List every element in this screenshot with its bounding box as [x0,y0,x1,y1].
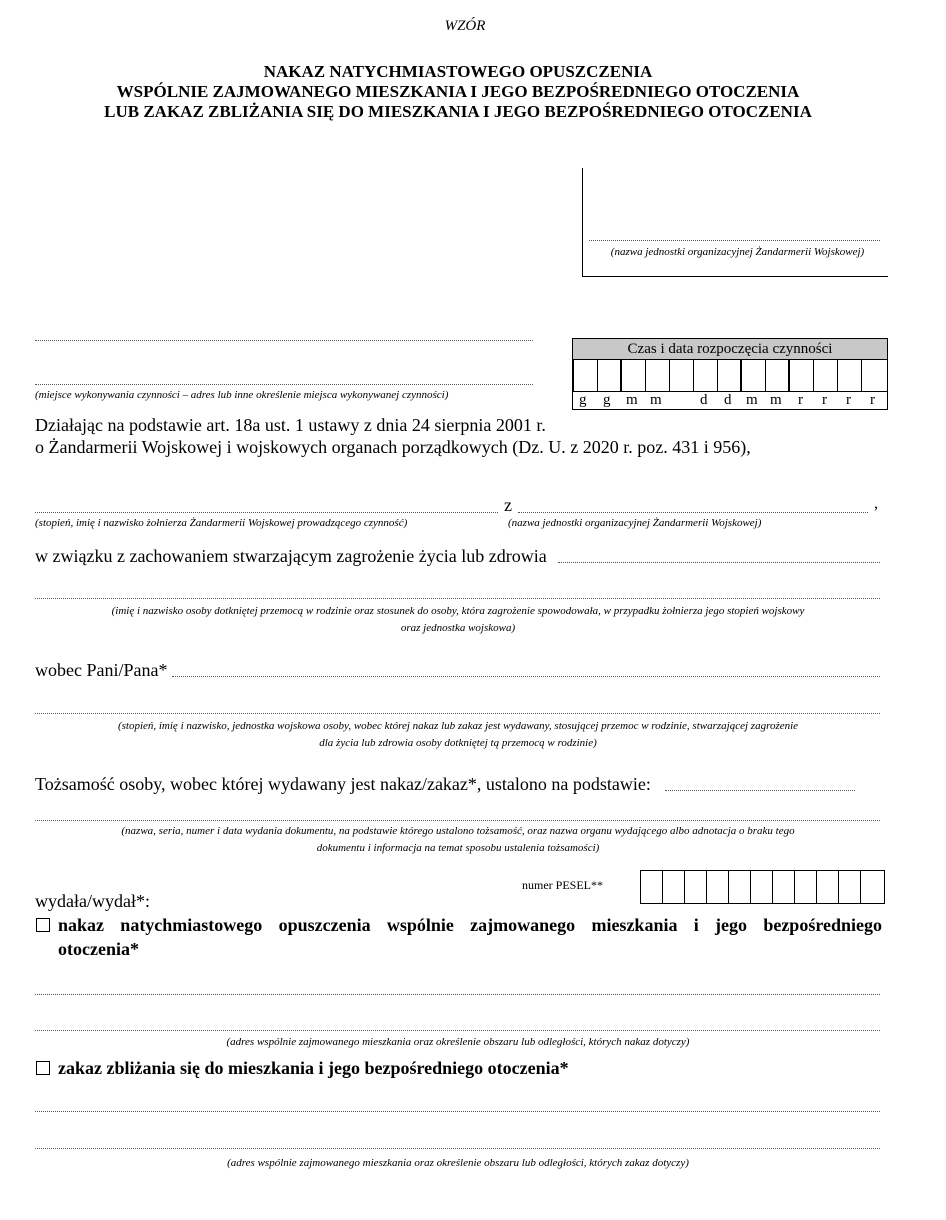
legal-basis-line-2: o Żandarmerii Wojskowej i wojskowych organach porządkowych (Dz. U. z 2020 r. poz. 431 i 956), [35,437,751,457]
order-caption: (adres wspólnie zajmowanego mieszkania oraz określenie obszaru lub odległości, których nakaz dotyczy) [226,1036,690,1048]
date-cell[interactable] [790,359,814,391]
unit-box [582,168,888,277]
threat-line-2[interactable] [35,598,880,599]
time-grid[interactable] [573,359,670,391]
identity-line-2[interactable] [35,820,880,821]
title-line-1: NAKAZ NATYCHMIASTOWEGO OPUSZCZENIA [263,62,653,81]
ban-line-1[interactable] [35,1111,880,1112]
order-line-2[interactable] [35,1030,880,1031]
order-text-line-1: nakaz natychmiastowego opuszczenia wspólnie zajmowanego mieszkania i jego bezpośredniego [58,915,882,935]
pesel-cell[interactable] [707,871,729,903]
pesel-cell[interactable] [685,871,707,903]
officer-comma: , [874,495,878,512]
date-grid[interactable] [693,359,886,391]
officer-name-line[interactable] [35,512,498,513]
datetime-label: m [770,392,782,408]
ban-caption: (adres wspólnie zajmowanego mieszkania oraz określenie obszaru lub odległości, których zakaz dotyczy) [227,1157,689,1169]
pesel-cell[interactable] [839,871,861,903]
date-cell[interactable] [814,359,838,391]
datetime-label: m [746,392,758,408]
pesel-cell[interactable] [817,871,839,903]
legal-basis-line-1: Działając na podstawie art. 18a ust. 1 ustawy z dnia 24 sierpnia 2001 r. [35,415,546,435]
towards-line-1[interactable] [172,676,880,677]
pesel-cell[interactable] [663,871,685,903]
datetime-label: d [724,392,732,408]
identity-caption-1: (nazwa, seria, numer i data wydania dokumentu, na podstawie którego ustalono tożsamość, oraz nazwa organu wydającego albo adnotacja o braku tego [121,825,795,837]
datetime-label: d [700,392,708,408]
title-line-2: WSPÓLNIE ZAJMOWANEGO MIESZKANIA I JEGO BEZPOŚREDNIEGO OTOCZENIA [116,82,800,101]
order-text-line-2: otoczenia* [58,939,139,959]
pesel-cell[interactable] [795,871,817,903]
towards-caption-1: (stopień, imię i nazwisko, jednostka wojskowa osoby, wobec której nakaz lub zakaz jest wydawany, stosującej przemoc w rodzinie, stwarzającej zagrożenie [117,720,799,732]
threat-caption-2: oraz jednostka wojskowa) [400,622,516,634]
time-cell[interactable] [622,359,646,391]
date-cell[interactable] [838,359,862,391]
officer-unit-line[interactable] [518,512,868,513]
order-checkbox[interactable] [36,918,50,932]
identity-label: Tożsamość osoby, wobec której wydawany jest nakaz/zakaz*, ustalono na podstawie: [35,774,651,794]
officer-z: z [504,495,512,515]
datetime-label: r [846,392,851,408]
pesel-cell[interactable] [773,871,795,903]
place-line-2[interactable] [35,384,533,385]
datetime-label: g [603,392,611,408]
ban-line-2[interactable] [35,1148,880,1149]
officer-caption-left: (stopień, imię i nazwisko żołnierza Żandarmerii Wojskowej prowadzącego czynność) [35,517,408,529]
place-caption: (miejsce wykonywania czynności – adres lub inne określenie miejsca wykonywanej czynności) [35,389,449,401]
date-cell[interactable] [718,359,742,391]
issued-label: wydała/wydał*: [35,891,150,911]
time-cell[interactable] [646,359,670,391]
unit-caption: (nazwa jednostki organizacyjnej Żandarmerii Wojskowej) [610,246,865,258]
pesel-cell[interactable] [751,871,773,903]
datetime-header: Czas i data rozpoczęcia czynności [573,339,887,360]
date-cell[interactable] [694,359,718,391]
towards-label: wobec Pani/Pana* [35,660,168,680]
datetime-label: m [626,392,638,408]
time-cell[interactable] [598,359,622,391]
datetime-label: r [822,392,827,408]
unit-fill-line[interactable] [589,240,880,241]
order-line-1[interactable] [35,994,880,995]
identity-caption-2: dokumentu i informacja na temat sposobu ustalenia tożsamości) [316,842,600,854]
datetime-labels [573,391,887,409]
date-cell[interactable] [766,359,790,391]
threat-caption-1: (imię i nazwisko osoby dotkniętej przemocą w rodzinie oraz stosunek do osoby, która zagrożenie spowodowała, w przypadku żołnierza jego stopień wojskowy [111,605,805,617]
date-cell[interactable] [742,359,766,391]
towards-line-2[interactable] [35,713,880,714]
pesel-cell[interactable] [641,871,663,903]
identity-line-1[interactable] [665,790,855,791]
date-cell[interactable] [862,359,886,391]
wzor-label: WZÓR [444,18,486,34]
datetime-label: r [870,392,875,408]
datetime-label: g [579,392,587,408]
ban-text: zakaz zbliżania się do mieszkania i jego bezpośredniego otoczenia* [58,1058,569,1078]
officer-caption-right: (nazwa jednostki organizacyjnej Żandarmerii Wojskowej) [508,517,762,529]
pesel-cell[interactable] [729,871,751,903]
pesel-label: numer PESEL** [522,878,603,892]
pesel-cell[interactable] [861,871,884,903]
datetime-label: r [798,392,803,408]
towards-caption-2: dla życia lub zdrowia osoby dotkniętej tą przemocą w rodzinie) [319,737,597,749]
datetime-box [572,338,888,410]
ban-checkbox[interactable] [36,1061,50,1075]
title-line-3: LUB ZAKAZ ZBLIŻANIA SIĘ DO MIESZKANIA I JEGO BEZPOŚREDNIEGO OTOCZENIA [104,102,812,121]
threat-label: w związku z zachowaniem stwarzającym zagrożenie życia lub zdrowia [35,546,547,566]
datetime-label: m [650,392,662,408]
pesel-grid[interactable] [640,870,885,904]
time-cell[interactable] [574,359,598,391]
threat-line-1[interactable] [558,562,880,563]
place-line-1[interactable] [35,340,533,341]
